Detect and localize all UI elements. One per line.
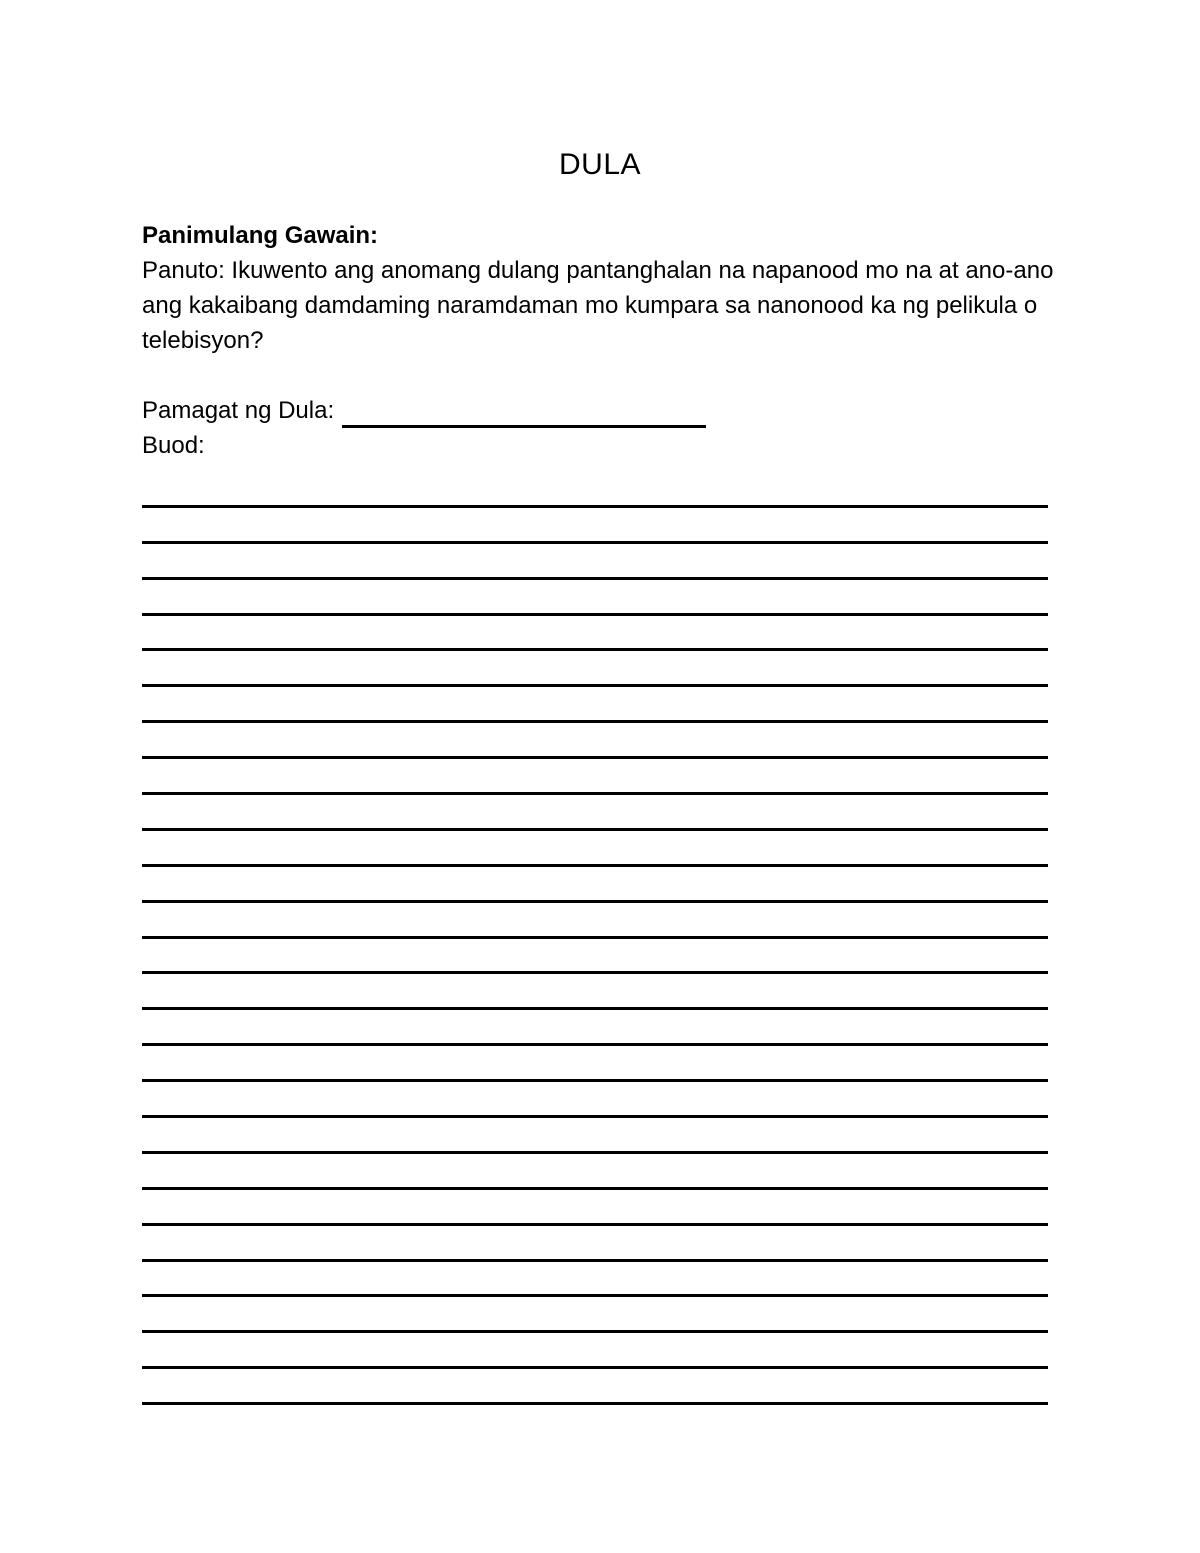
summary-writing-line bbox=[142, 1010, 1048, 1046]
summary-writing-line bbox=[142, 1190, 1048, 1226]
summary-writing-line bbox=[142, 544, 1048, 580]
summary-writing-line bbox=[142, 903, 1048, 939]
summary-writing-line bbox=[142, 759, 1048, 795]
summary-writing-line bbox=[142, 580, 1048, 616]
summary-writing-line bbox=[142, 939, 1048, 975]
summary-label: Buod: bbox=[142, 432, 205, 459]
summary-writing-line bbox=[142, 867, 1048, 903]
play-title-blank-line bbox=[342, 399, 706, 428]
summary-writing-line bbox=[142, 1046, 1048, 1082]
section-heading: Panimulang Gawain: bbox=[142, 222, 379, 249]
summary-writing-line bbox=[142, 1369, 1048, 1405]
play-title-label: Pamagat ng Dula: bbox=[142, 397, 335, 424]
summary-writing-line bbox=[142, 1082, 1048, 1118]
summary-writing-line bbox=[142, 1297, 1048, 1333]
summary-writing-line bbox=[142, 1118, 1048, 1154]
summary-writing-line bbox=[142, 616, 1048, 652]
worksheet-content bbox=[142, 218, 1062, 463]
summary-writing-line bbox=[142, 795, 1048, 831]
summary-writing-line bbox=[142, 687, 1048, 723]
summary-writing-line bbox=[142, 1226, 1048, 1262]
play-title-field bbox=[142, 393, 1062, 428]
summary-writing-line bbox=[142, 1333, 1048, 1369]
summary-writing-area bbox=[142, 472, 1048, 1405]
summary-writing-line bbox=[142, 1262, 1048, 1298]
spacer bbox=[142, 358, 1062, 393]
summary-writing-line bbox=[142, 831, 1048, 867]
summary-writing-line bbox=[142, 651, 1048, 687]
summary-writing-line bbox=[142, 508, 1048, 544]
instruction-text: Panuto: Ikuwento ang anomang dulang pantanghalan na napanood mo na at ano-ano ang kakaibang damdaming naramdaman mo kumpara sa nanonood ka ng pelikula o telebisyon? bbox=[142, 257, 1054, 354]
summary-writing-line bbox=[142, 974, 1048, 1010]
summary-writing-line bbox=[142, 723, 1048, 759]
summary-writing-line bbox=[142, 472, 1048, 508]
page-title: DULA bbox=[558, 148, 642, 181]
summary-writing-line bbox=[142, 1154, 1048, 1190]
